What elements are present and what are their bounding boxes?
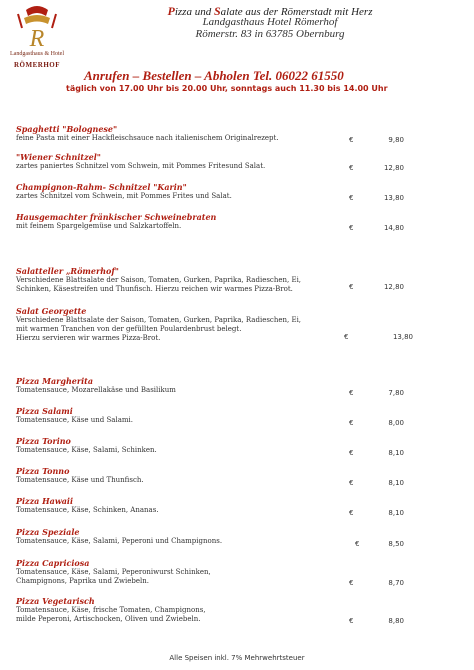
menu-item-price: 8,10 xyxy=(388,479,404,487)
menu-item-description: Tomatensauce, Käse, Schinken, Ananas. xyxy=(16,506,159,514)
menu-item-name: Champignon-Rahm- Schnitzel "Karin" xyxy=(16,182,187,192)
menu-item-price: 12,80 xyxy=(383,164,404,172)
title-part1: izza und xyxy=(174,6,214,18)
menu-item-description: Verschiedene Blattsalate der Saison, Tomaten, Gurken, Paprika, Radieschen, Ei, mit warmen Tranchen von der gefüllten Poulardenbrust belegt. Hierzu servieren wir warmes Pizza-Brot. xyxy=(16,316,302,342)
currency-symbol: € xyxy=(344,333,349,341)
header-address: Römerstr. 83 in 63785 Obernburg xyxy=(195,28,345,40)
menu-item-description: feine Pasta mit einer Hackfleischsauce nach italienischem Originalrezept. xyxy=(16,134,279,142)
menu-item-price: 12,80 xyxy=(383,283,404,291)
menu-item-price: 8,10 xyxy=(388,449,404,457)
currency-symbol: € xyxy=(349,389,354,397)
menu-item xyxy=(16,124,416,143)
menu-item-name: Pizza Tonno xyxy=(16,466,70,476)
opening-hours: täglich von 17.00 Uhr bis 20.00 Uhr, sonntags auch 11.30 bis 14.00 Uhr xyxy=(66,84,388,93)
currency-symbol: € xyxy=(349,617,354,625)
menu-item xyxy=(16,436,416,455)
menu-item-name: Pizza Torino xyxy=(16,436,71,446)
crest-icon xyxy=(6,4,68,56)
menu-item xyxy=(16,212,416,231)
menu-item xyxy=(16,406,416,425)
menu-item-price: 13,80 xyxy=(392,333,413,341)
title-part2: alate aus der Römerstadt mit Herz xyxy=(220,6,373,18)
currency-symbol: € xyxy=(349,136,354,144)
menu-item xyxy=(16,558,416,586)
menu-item xyxy=(16,306,416,343)
title-initial-p: P xyxy=(167,4,175,18)
menu-item-name: Salat Georgette xyxy=(16,306,87,316)
menu-item-name: Hausgemachter fränkischer Schweinebraten xyxy=(16,212,217,222)
svg-text:R: R xyxy=(29,26,45,52)
menu-item-description: zartes paniertes Schnitzel vom Schwein, mit Pommes Fritesund Salat. xyxy=(16,162,266,170)
currency-symbol: € xyxy=(349,479,354,487)
menu-item-name: Salatteller „Römerhof" xyxy=(16,266,119,276)
menu-item-description: Tomatensauce, Mozarellakäse und Basilikum xyxy=(16,386,176,394)
menu-item-name: Pizza Vegetarisch xyxy=(16,596,95,606)
menu-item-price: 8,80 xyxy=(388,617,404,625)
menu-item xyxy=(16,266,416,294)
menu-item-name: "Wiener Schnitzel" xyxy=(16,152,101,162)
menu-item-price: 8,00 xyxy=(388,419,404,427)
menu-item xyxy=(16,376,416,395)
currency-symbol: € xyxy=(355,540,360,548)
currency-symbol: € xyxy=(349,194,354,202)
vat-note: Alle Speisen inkl. 7% Mehrwehrtsteuer xyxy=(169,654,305,662)
menu-item-price: 8,50 xyxy=(388,540,404,548)
menu-item-description: mit feinem Spargelgemüse und Salzkartoffeln. xyxy=(16,222,182,230)
title-initial-s: S xyxy=(213,4,221,18)
menu-item-price: 14,80 xyxy=(383,224,404,232)
logo-subtitle: Landgasthaus & Hotel xyxy=(10,51,64,57)
menu-item-name: Pizza Hawaii xyxy=(16,496,73,506)
menu-item-description: Tomatensauce, Käse, Salami, Peperoni und Champignons. xyxy=(16,537,223,545)
menu-item-name: Pizza Margherita xyxy=(16,376,93,386)
currency-symbol: € xyxy=(349,449,354,457)
menu-item-description: Verschiedene Blattsalate der Saison, Tomaten, Gurken, Paprika, Radieschen, Ei, Schinken, Käsestreifen und Thunfisch. Hierzu reichen wir warmes Pizza-Brot. xyxy=(16,276,302,293)
menu-item-name: Pizza Capriciosa xyxy=(16,558,90,568)
currency-symbol: € xyxy=(349,579,354,587)
menu-item xyxy=(16,596,416,624)
menu-item-price: 9,80 xyxy=(388,136,404,144)
menu-item-description: Tomatensauce, Käse und Salami. xyxy=(16,416,133,424)
currency-symbol: € xyxy=(349,164,354,172)
menu-item-price: 7,80 xyxy=(388,389,404,397)
menu-item-price: 8,70 xyxy=(388,579,404,587)
currency-symbol: € xyxy=(349,224,354,232)
menu-item-description: Tomatensauce, Käse, Salami, Schinken. xyxy=(16,446,157,454)
menu-item xyxy=(16,182,416,201)
menu-item-price: 8,10 xyxy=(388,509,404,517)
menu-item-name: Pizza Salami xyxy=(16,406,73,416)
menu-item-name: Pizza Speziale xyxy=(16,527,80,537)
currency-symbol: € xyxy=(349,283,354,291)
logo-brand: RÖMERHOF xyxy=(14,61,60,69)
menu-item-description: Tomatensauce, Käse, frische Tomaten, Champignons, milde Peperoni, Artischocken, Oliven und Zwiebeln. xyxy=(16,606,206,623)
call-to-order: Anrufen – Bestellen – Abholen Tel. 06022 61550 xyxy=(84,68,344,83)
menu-item xyxy=(16,152,416,171)
menu-item-description: Tomatensauce, Käse und Thunfisch. xyxy=(16,476,144,484)
menu-item-description: zartes Schnitzel vom Schwein, mit Pommes Frites und Salat. xyxy=(16,192,232,200)
menu-item-name: Spaghetti "Bolognese" xyxy=(16,124,118,134)
menu-item-price: 13,80 xyxy=(383,194,404,202)
menu-item xyxy=(16,496,416,515)
currency-symbol: € xyxy=(349,419,354,427)
header-venue: Landgasthaus Hotel Römerhof xyxy=(202,16,338,28)
currency-symbol: € xyxy=(349,509,354,517)
menu-item-description: Tomatensauce, Käse, Salami, Peperoniwurst Schinken, Champignons, Paprika und Zwiebeln. xyxy=(16,568,211,585)
menu-item xyxy=(16,466,416,485)
